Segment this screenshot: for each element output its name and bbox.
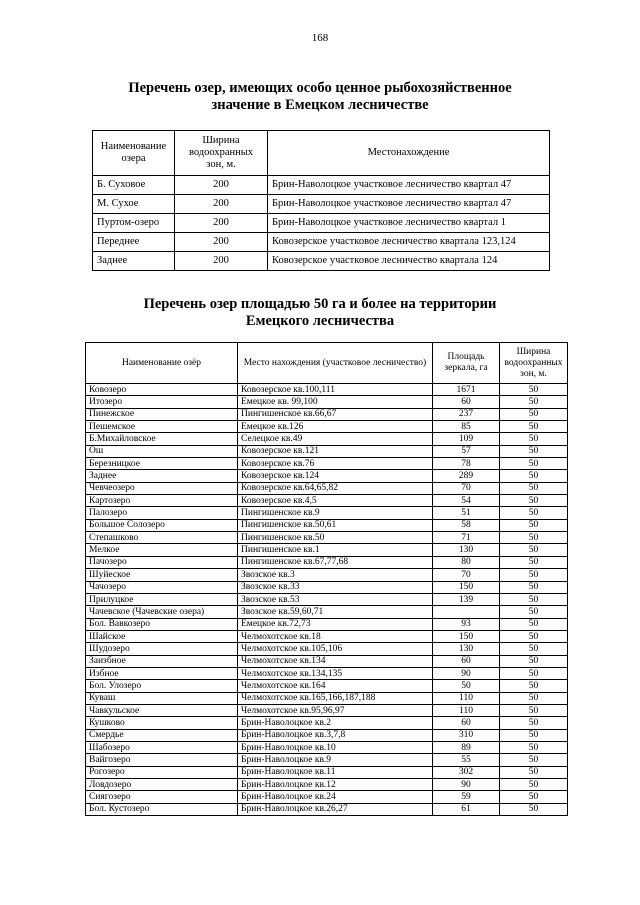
lake-name-cell: Прилуцкое	[86, 593, 238, 605]
zone-width-cell: 50	[500, 384, 568, 396]
zone-width-cell: 50	[500, 655, 568, 667]
zone-width-cell: 50	[500, 766, 568, 778]
lake-name-cell: Смердье	[86, 729, 238, 741]
lake-name-cell: Пинежское	[86, 408, 238, 420]
zone-width-cell: 50	[500, 692, 568, 704]
location-cell: Челмохотское кв.134	[238, 655, 433, 667]
zone-width-cell: 50	[500, 667, 568, 679]
table-row	[86, 618, 568, 630]
table-row	[86, 519, 568, 531]
location-cell: Селецкое кв.49	[238, 433, 433, 445]
area-cell: 60	[433, 717, 500, 729]
zone-width-cell: 50	[500, 556, 568, 568]
area-cell: 110	[433, 692, 500, 704]
zone-width-cell: 50	[500, 704, 568, 716]
table-row	[86, 421, 568, 433]
area-cell: 80	[433, 556, 500, 568]
area-cell: 110	[433, 704, 500, 716]
valuable-lakes-table	[92, 130, 550, 271]
table-row	[86, 803, 568, 815]
table-body	[93, 176, 550, 271]
location-cell: Ковозерское участковое лесничество квартала 123,124	[268, 233, 550, 252]
zone-width-cell: 50	[500, 779, 568, 791]
table-row	[86, 692, 568, 704]
zone-width-cell: 50	[500, 421, 568, 433]
table-row	[86, 396, 568, 408]
table-header-row	[86, 343, 568, 384]
lake-name-cell: Мелкое	[86, 544, 238, 556]
column-header-zone-width: Ширина водоохранных зон, м.	[500, 343, 568, 384]
lake-name-cell: Ловдозеро	[86, 779, 238, 791]
zone-width-cell: 50	[500, 680, 568, 692]
zone-width-cell: 50	[500, 606, 568, 618]
table-row	[93, 195, 550, 214]
area-cell: 57	[433, 445, 500, 457]
zone-width-cell: 50	[500, 618, 568, 630]
area-cell: 109	[433, 433, 500, 445]
lake-name-cell: Б. Суховое	[93, 176, 175, 195]
zone-width-cell: 200	[175, 252, 268, 271]
zone-width-cell: 200	[175, 195, 268, 214]
table-row	[86, 445, 568, 457]
area-cell: 90	[433, 779, 500, 791]
lake-name-cell: Шайское	[86, 630, 238, 642]
lake-name-cell: Шабозеро	[86, 741, 238, 753]
lake-name-cell: Пешемское	[86, 421, 238, 433]
table-row	[93, 252, 550, 271]
lake-name-cell: Шудозеро	[86, 643, 238, 655]
table-row	[86, 408, 568, 420]
lake-name-cell: Чавкульское	[86, 704, 238, 716]
zone-width-cell: 50	[500, 754, 568, 766]
lake-name-cell: Ковозеро	[86, 384, 238, 396]
area-cell: 93	[433, 618, 500, 630]
lake-name-cell: Палозеро	[86, 507, 238, 519]
lake-name-cell: М. Сухое	[93, 195, 175, 214]
area-cell: 1671	[433, 384, 500, 396]
location-cell: Пингишенское кв.50,61	[238, 519, 433, 531]
table-row	[93, 214, 550, 233]
table-row	[86, 704, 568, 716]
table-row	[93, 176, 550, 195]
column-header-zone-width: Ширина водоохранных зон, м.	[175, 131, 268, 176]
location-cell: Брин-Наволоцкое кв.9	[238, 754, 433, 766]
area-cell: 237	[433, 408, 500, 420]
location-cell: Брин-Наволоцкое кв.12	[238, 779, 433, 791]
area-cell: 289	[433, 470, 500, 482]
table-row	[86, 630, 568, 642]
location-cell: Челмохотское кв.95,96,97	[238, 704, 433, 716]
table-row	[86, 643, 568, 655]
location-cell: Ковозерское кв.76	[238, 458, 433, 470]
table-row	[86, 482, 568, 494]
lake-name-cell: Переднее	[93, 233, 175, 252]
location-cell: Емецкое кв. 99,100	[238, 396, 433, 408]
table-row	[86, 532, 568, 544]
table-row	[86, 680, 568, 692]
location-cell: Пингишенское кв.1	[238, 544, 433, 556]
lake-name-cell: Шуйеское	[86, 569, 238, 581]
table-row	[86, 741, 568, 753]
zone-width-cell: 50	[500, 458, 568, 470]
location-cell: Брин-Наволоцкое участковое лесничество квартал 47	[268, 176, 550, 195]
column-header-location: Место нахождения (участковое лесничество)	[238, 343, 433, 384]
table-row	[86, 593, 568, 605]
table-row	[86, 556, 568, 568]
zone-width-cell: 50	[500, 482, 568, 494]
section1-title-line1: Перечень озер, имеющих особо ценное рыбохозяйственное	[128, 80, 512, 96]
location-cell: Челмохотское кв.165,166,187,188	[238, 692, 433, 704]
column-header-area: Площадь зеркала, га	[433, 343, 500, 384]
large-lakes-table	[85, 342, 568, 816]
lake-name-cell: Пуртом-озеро	[93, 214, 175, 233]
area-cell: 61	[433, 803, 500, 815]
zone-width-cell: 50	[500, 519, 568, 531]
lake-name-cell: Степашково	[86, 532, 238, 544]
area-cell: 54	[433, 495, 500, 507]
location-cell: Пингишенское кв.50	[238, 532, 433, 544]
table-body	[86, 384, 568, 816]
location-cell: Челмохотское кв.105,106	[238, 643, 433, 655]
location-cell: Ковозерское кв.100,111	[238, 384, 433, 396]
section2-title-line2: Емецкого лесничества	[245, 313, 395, 329]
zone-width-cell: 50	[500, 495, 568, 507]
lake-name-cell: Вайгозеро	[86, 754, 238, 766]
table-row	[93, 233, 550, 252]
area-cell: 51	[433, 507, 500, 519]
lake-name-cell: Заизбное	[86, 655, 238, 667]
zone-width-cell: 50	[500, 630, 568, 642]
location-cell: Ковозерское кв.64,65,82	[238, 482, 433, 494]
zone-width-cell: 200	[175, 214, 268, 233]
table-row	[86, 667, 568, 679]
area-cell: 55	[433, 754, 500, 766]
column-header-lake-name: Наименование озёр	[86, 343, 238, 384]
area-cell: 60	[433, 396, 500, 408]
area-cell: 70	[433, 482, 500, 494]
lake-name-cell: Картозеро	[86, 495, 238, 507]
table-row	[86, 495, 568, 507]
lake-name-cell: Избное	[86, 667, 238, 679]
area-cell	[433, 606, 500, 618]
location-cell: Пингишенское кв.67,77,68	[238, 556, 433, 568]
lake-name-cell: Большое Солозеро	[86, 519, 238, 531]
location-cell: Звозское кв.53	[238, 593, 433, 605]
area-cell: 89	[433, 741, 500, 753]
section2-title-line1: Перечень озер площадью 50 га и более на территории	[143, 296, 497, 312]
location-cell: Ковозерское участковое лесничество квартала 124	[268, 252, 550, 271]
area-cell: 139	[433, 593, 500, 605]
zone-width-cell: 50	[500, 445, 568, 457]
table-header-row	[93, 131, 550, 176]
zone-width-cell: 50	[500, 803, 568, 815]
section1-title-line2: значение в Емецком лесничестве	[211, 97, 429, 113]
location-cell: Пингишенское кв.66,67	[238, 408, 433, 420]
table-row	[86, 717, 568, 729]
table-row	[86, 791, 568, 803]
table-row	[86, 507, 568, 519]
zone-width-cell: 50	[500, 532, 568, 544]
zone-width-cell: 50	[500, 741, 568, 753]
location-cell: Звозское кв.59,60,71	[238, 606, 433, 618]
table-row	[86, 766, 568, 778]
location-cell: Ковозерское кв.4,5	[238, 495, 433, 507]
section1-title	[0, 80, 640, 114]
lake-name-cell: Кушково	[86, 717, 238, 729]
location-cell: Брин-Наволоцкое участковое лесничество квартал 47	[268, 195, 550, 214]
location-cell: Брин-Наволоцкое кв.10	[238, 741, 433, 753]
lake-name-cell: Чачозеро	[86, 581, 238, 593]
area-cell: 71	[433, 532, 500, 544]
area-cell: 310	[433, 729, 500, 741]
area-cell: 130	[433, 544, 500, 556]
zone-width-cell: 50	[500, 729, 568, 741]
area-cell: 150	[433, 630, 500, 642]
column-header-lake-name: Наименование озера	[93, 131, 175, 176]
lake-name-cell: Рогозеро	[86, 766, 238, 778]
zone-width-cell: 50	[500, 717, 568, 729]
lake-name-cell: Березницкое	[86, 458, 238, 470]
table-row	[86, 779, 568, 791]
column-header-location: Местонахождение	[268, 131, 550, 176]
lake-name-cell: Итозеро	[86, 396, 238, 408]
location-cell: Брин-Наволоцкое кв.26,27	[238, 803, 433, 815]
zone-width-cell: 200	[175, 233, 268, 252]
area-cell: 70	[433, 569, 500, 581]
lake-name-cell: Чачевское (Чачевские озера)	[86, 606, 238, 618]
area-cell: 90	[433, 667, 500, 679]
zone-width-cell: 50	[500, 470, 568, 482]
zone-width-cell: 50	[500, 791, 568, 803]
area-cell: 150	[433, 581, 500, 593]
lake-name-cell: Чевчеозеро	[86, 482, 238, 494]
location-cell: Брин-Наволоцкое кв.11	[238, 766, 433, 778]
location-cell: Брин-Наволоцкое кв.3,7,8	[238, 729, 433, 741]
location-cell: Звозское кв.3	[238, 569, 433, 581]
table-row	[86, 458, 568, 470]
location-cell: Челмохотское кв.18	[238, 630, 433, 642]
area-cell: 58	[433, 519, 500, 531]
area-cell: 78	[433, 458, 500, 470]
zone-width-cell: 200	[175, 176, 268, 195]
table-row	[86, 754, 568, 766]
table-row	[86, 581, 568, 593]
zone-width-cell: 50	[500, 396, 568, 408]
table-row	[86, 384, 568, 396]
table-row	[86, 433, 568, 445]
area-cell: 50	[433, 680, 500, 692]
area-cell: 85	[433, 421, 500, 433]
table-row	[86, 655, 568, 667]
area-cell: 130	[433, 643, 500, 655]
table-row	[86, 470, 568, 482]
zone-width-cell: 50	[500, 544, 568, 556]
location-cell: Брин-Наволоцкое кв.2	[238, 717, 433, 729]
zone-width-cell: 50	[500, 408, 568, 420]
table-row	[86, 729, 568, 741]
lake-name-cell: Куваш	[86, 692, 238, 704]
table-row	[86, 544, 568, 556]
lake-name-cell: Бол. Вавкозеро	[86, 618, 238, 630]
lake-name-cell: Сиягозеро	[86, 791, 238, 803]
zone-width-cell: 50	[500, 569, 568, 581]
lake-name-cell: Заднее	[86, 470, 238, 482]
lake-name-cell: Бол. Улозеро	[86, 680, 238, 692]
location-cell: Брин-Наволоцкое участковое лесничество квартал 1	[268, 214, 550, 233]
location-cell: Пингишенское кв.9	[238, 507, 433, 519]
area-cell: 60	[433, 655, 500, 667]
zone-width-cell: 50	[500, 581, 568, 593]
location-cell: Челмохотское кв.134,135	[238, 667, 433, 679]
location-cell: Ковозерское кв.124	[238, 470, 433, 482]
section2-title	[0, 296, 640, 330]
lake-name-cell: Пачозеро	[86, 556, 238, 568]
area-cell: 302	[433, 766, 500, 778]
location-cell: Брин-Наволоцкое кв.24	[238, 791, 433, 803]
location-cell: Емецкое кв.126	[238, 421, 433, 433]
location-cell: Ковозерское кв.121	[238, 445, 433, 457]
area-cell: 59	[433, 791, 500, 803]
table-row	[86, 569, 568, 581]
lake-name-cell: Б.Михайловское	[86, 433, 238, 445]
lake-name-cell: Заднее	[93, 252, 175, 271]
zone-width-cell: 50	[500, 643, 568, 655]
lake-name-cell: Бол. Кустозеро	[86, 803, 238, 815]
lake-name-cell: Ош	[86, 445, 238, 457]
location-cell: Челмохотское кв.164	[238, 680, 433, 692]
zone-width-cell: 50	[500, 593, 568, 605]
table-row	[86, 606, 568, 618]
location-cell: Емецкое кв.72,73	[238, 618, 433, 630]
zone-width-cell: 50	[500, 433, 568, 445]
zone-width-cell: 50	[500, 507, 568, 519]
location-cell: Звозское кв.33	[238, 581, 433, 593]
page-number: 168	[311, 32, 329, 44]
